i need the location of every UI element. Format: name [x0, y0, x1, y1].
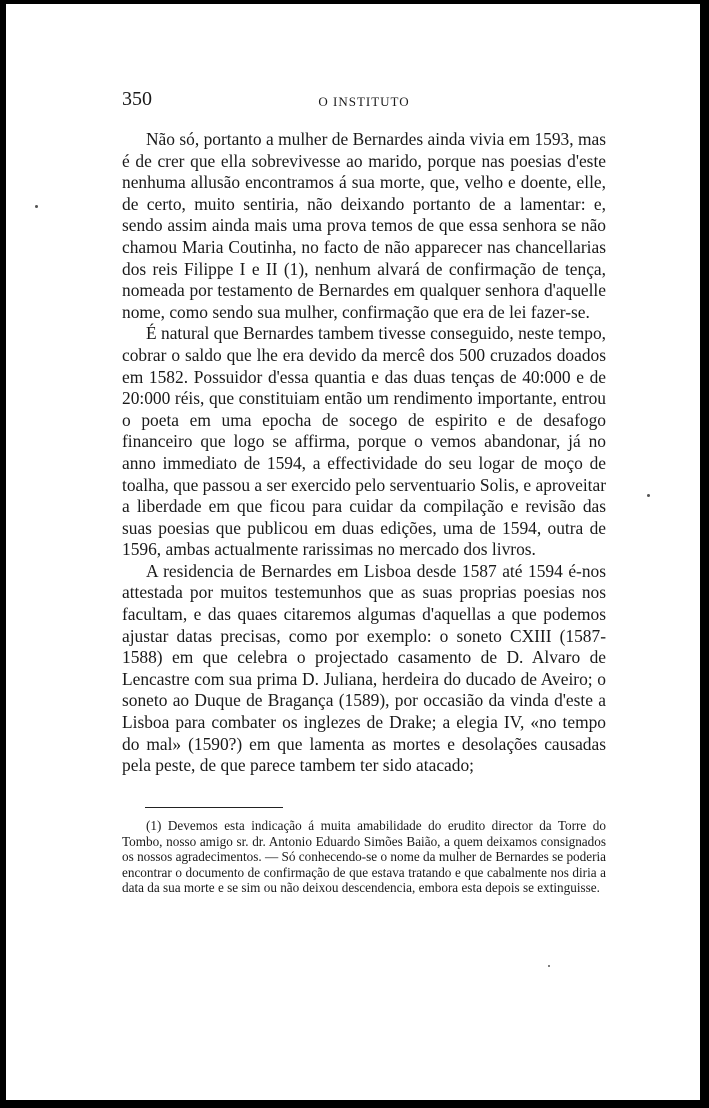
body-text [122, 129, 606, 777]
page-number: 350 [122, 88, 152, 110]
page-header [122, 88, 606, 112]
scan-speck [35, 205, 38, 208]
footnote-rule [145, 807, 283, 808]
scan-speck [548, 965, 550, 967]
paragraph-1: Não só, portanto a mulher de Bernardes ainda vivia em 1593, mas é de crer que ella sobrevivesse ao marido, porque nas poesias d'este nenhuma allusão encontramos á sua morte, que, velho e doente, elle, de certo, muito sentiria, não deixando portanto de a lamentar: e, sendo assim ainda mais uma prova temos de que essa senhora se não chamou Maria Coutinha, no facto de não apparecer nas chancellarias dos reis Filippe I e II (1), nenhum alvará de confirmação de tença, nomeada por testamento de Bernardes em qualquer senhora d'aquelle nome, como sendo sua mulher, confirmação que era de lei fazer-se. [122, 129, 606, 322]
footnote-text: (1) Devemos esta indicação á muita amabilidade do erudito director da Torre do Tombo, nosso amigo sr. dr. Antonio Eduardo Simões Baião, a quem deixamos consignados os nossos agradecimentos. — Só conhecendo-se o nome da mulher de Bernardes se poderia encontrar o documento de confirmação de que estava tratando e que cabalmente nos diria a data da sua morte e se sim ou não deixou descendencia, embora esta depois se extinguisse. [122, 818, 606, 896]
scan-speck [647, 494, 650, 497]
running-head: O INSTITUTO [318, 94, 410, 109]
paragraph-3: A residencia de Bernardes em Lisboa desde 1587 até 1594 é-nos attestada por muitos testemunhos que as suas proprias poesias nos facultam, e das quaes citaremos algumas d'aquellas a que podemos ajustar datas precisas, como por exemplo: o soneto CXIII (1587-1588) em que celebra o projectado casamento de D. Alvaro de Lencastre com sua prima D. Juliana, herdeira do ducado de Aveiro; o soneto ao Duque de Bragança (1589), por occasião da vinda d'este a Lisboa para combater os inglezes de Drake; a elegia IV, «no tempo do mal» (1590?) em que lamenta as mortes e desolações causadas pela peste, de que parece tambem ter sido atacado; [122, 560, 606, 776]
paragraph-2: É natural que Bernardes tambem tivesse conseguido, neste tempo, cobrar o saldo que lhe era devido da mercê dos 500 cruzados doados em 1582. Possuidor d'essa quantia e das duas tenças de 40:000 e de 20:000 réis, que constituiam então um rendimento importante, entrou o poeta em uma epocha de socego de espirito e de desafogo financeiro que logo se affirma, porque o vemos abandonar, já no anno immediato de 1594, a effectividade do seu logar de moço de toalha, que passou a ser exercido pelo serventuario Solis, e aproveitar a liberdade em que ficou para cuidar da compilação e revisão das suas poesias que publicou em duas edições, uma de 1594, outra de 1596, ambas actualmente rarissimas no mercado dos livros. [122, 323, 606, 560]
footnote [122, 818, 606, 896]
